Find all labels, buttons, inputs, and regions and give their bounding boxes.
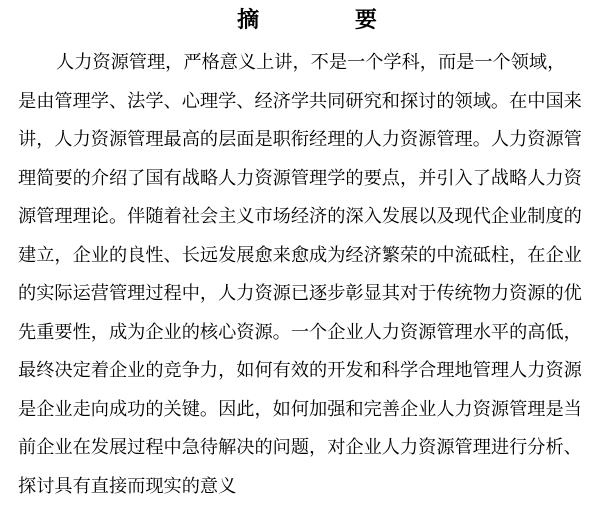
abstract-body xyxy=(18,44,614,506)
abstract-title: 摘 要 xyxy=(237,7,421,33)
body-line: 的实际运营管理过程中，人力资源已逐步彰显其对于传统物力资源的优 xyxy=(18,283,582,304)
body-line: 是企业走向成功的关键。因此，如何加强和完善企业人力资源管理是当 xyxy=(18,398,582,420)
body-line: 前企业在发展过程中急待解决的问题，对企业人力资源管理进行分析、 xyxy=(18,437,582,458)
body-line: 建立，企业的良性、长远发展愈来愈成为经济繁荣的中流砥柱，在企业 xyxy=(18,244,582,266)
body-line: 源管理理论。伴随着社会主义市场经济的深入发展以及现代企业制度的 xyxy=(18,206,582,227)
body-line: 理简要的介绍了国有战略人力资源管理学的要点，并引入了战略人力资 xyxy=(18,167,582,189)
body-line: 探讨具有直接而现实的意义 xyxy=(18,475,237,497)
body-line: 人力资源管理，严格意义上讲，不是一个学科，而是一个领域， xyxy=(56,52,566,73)
body-line: 讲，人力资源管理最高的层面是职衔经理的人力资源管理。人力资源管 xyxy=(18,129,582,150)
body-line: 最终决定着企业的竞争力，如何有效的开发和科学合理地管理人力资源 xyxy=(18,360,582,381)
body-line: 先重要性，成为企业的核心资源。一个企业人力资源管理水平的高低， xyxy=(18,321,582,343)
body-line: 是由管理学、法学、心理学、经济学共同研究和探讨的领域。在中国来 xyxy=(18,90,582,112)
